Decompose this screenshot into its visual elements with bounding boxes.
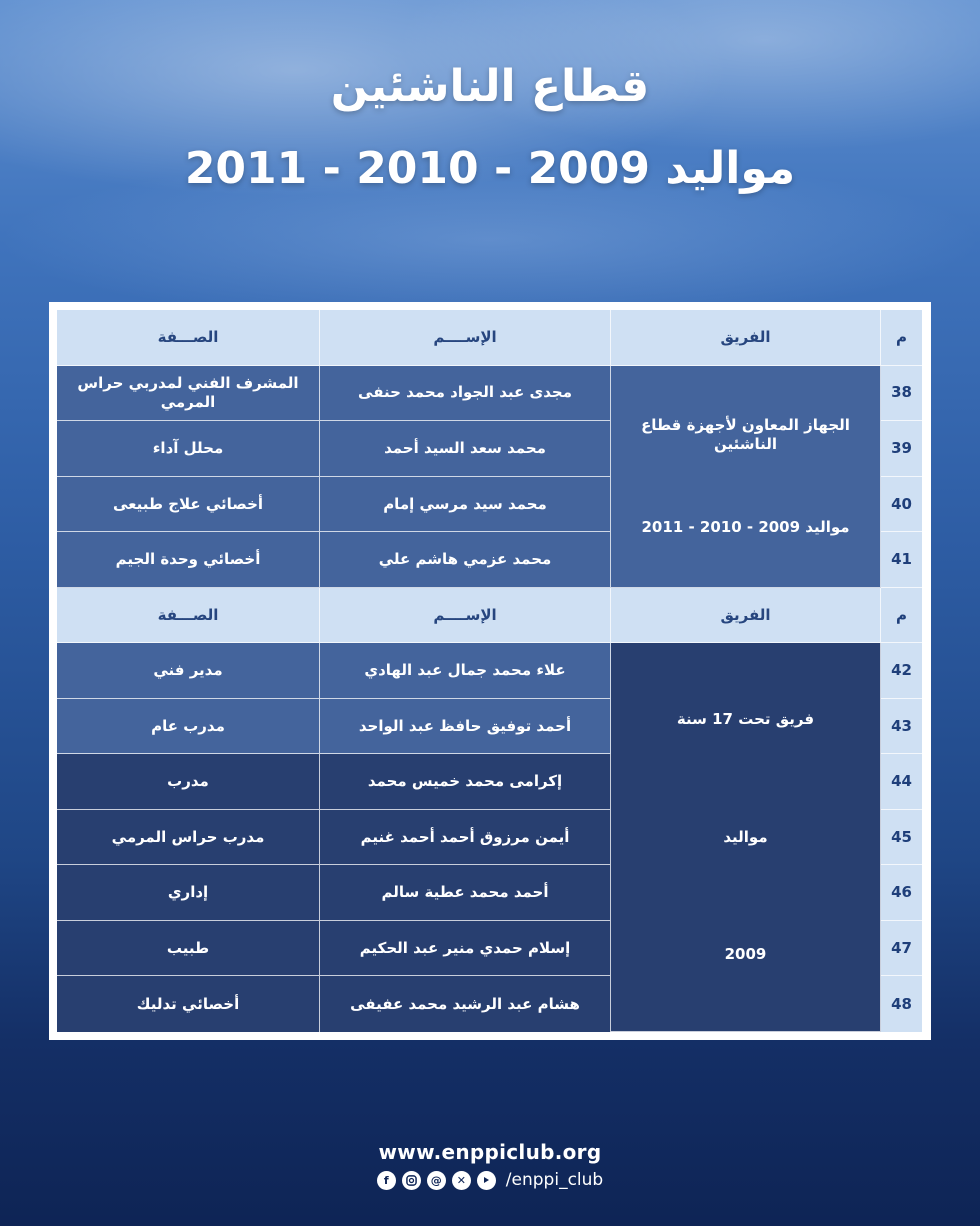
- row-38-role: المشرف الفني لمدربي حراس المرمي: [57, 366, 320, 422]
- row-42-role: مدير فني: [57, 643, 320, 699]
- team-staff-years: مواليد 2009 - 2010 - 2011: [641, 517, 850, 536]
- row-44-role: مدرب: [57, 754, 320, 810]
- row-45-num: 45: [881, 810, 922, 866]
- header-team: الفريق: [611, 310, 881, 366]
- header-name-2: الإســــم: [320, 588, 611, 644]
- row-42-num: 42: [881, 643, 922, 699]
- row-48-name: هشام عبد الرشيد محمد عفيفى: [320, 976, 611, 1032]
- team-u17-births: مواليد: [723, 827, 768, 846]
- page-subtitle: مواليد 2009 - 2010 - 2011: [184, 143, 796, 194]
- footer: [0, 1140, 980, 1190]
- row-39-num: 39: [881, 421, 922, 477]
- row-46-name: أحمد محمد عطية سالم: [320, 865, 611, 921]
- row-41-name: محمد عزمي هاشم علي: [320, 532, 611, 588]
- staff-table: [49, 302, 931, 1040]
- row-38-name: مجدى عبد الجواد محمد حنفى: [320, 366, 611, 422]
- row-40-role: أخصائي علاج طبيعى: [57, 477, 320, 533]
- header-role-2: الصـــفة: [57, 588, 320, 644]
- social-handle[interactable]: /enppi_club: [505, 1170, 604, 1190]
- header-team-2: الفريق: [611, 588, 881, 644]
- row-47-name: إسلام حمدي منير عبد الحكيم: [320, 921, 611, 977]
- row-43-num: 43: [881, 699, 922, 755]
- row-46-role: إداري: [57, 865, 320, 921]
- staff-table-grid: [57, 310, 922, 1032]
- website-link[interactable]: www.enppiclub.org: [378, 1140, 602, 1164]
- row-45-name: أيمن مرزوق أحمد أحمد غنيم: [320, 810, 611, 866]
- row-39-role: محلل آداء: [57, 421, 320, 477]
- x-icon[interactable]: ✕: [452, 1171, 471, 1190]
- threads-icon[interactable]: @: [427, 1171, 446, 1190]
- row-38-num: 38: [881, 366, 922, 422]
- header-name: الإســــم: [320, 310, 611, 366]
- youtube-icon[interactable]: [477, 1171, 496, 1190]
- row-39-name: محمد سعد السيد أحمد: [320, 421, 611, 477]
- page-title: قطاع الناشئين: [330, 61, 650, 112]
- row-45-role: مدرب حراس المرمي: [57, 810, 320, 866]
- row-48-role: أخصائي تدليك: [57, 976, 320, 1032]
- row-41-num: 41: [881, 532, 922, 588]
- row-43-role: مدرب عام: [57, 699, 320, 755]
- facebook-icon[interactable]: f: [377, 1171, 396, 1190]
- row-40-name: محمد سيد مرسي إمام: [320, 477, 611, 533]
- instagram-icon[interactable]: [402, 1171, 421, 1190]
- team-staff-label: الجهاز المعاون لأجهزة قطاع الناشئين: [641, 415, 850, 453]
- row-44-num: 44: [881, 754, 922, 810]
- team-cell-staff: [611, 366, 881, 588]
- team-u17-label: فريق تحت 17 سنة: [676, 710, 815, 729]
- row-43-name: أحمد توفيق حافظ عبد الواحد: [320, 699, 611, 755]
- row-44-name: إكرامى محمد خميس محمد: [320, 754, 611, 810]
- row-47-num: 47: [881, 921, 922, 977]
- header-role: الصـــفة: [57, 310, 320, 366]
- row-42-name: علاء محمد جمال عبد الهادي: [320, 643, 611, 699]
- row-40-num: 40: [881, 477, 922, 533]
- team-u17-year: 2009: [724, 944, 767, 963]
- title-block: [0, 55, 980, 201]
- row-48-num: 48: [881, 976, 922, 1032]
- social-links: [0, 1170, 980, 1190]
- row-47-role: طبيب: [57, 921, 320, 977]
- header-num-2: م: [881, 588, 922, 644]
- team-cell-u17: [611, 643, 881, 1032]
- row-46-num: 46: [881, 865, 922, 921]
- row-41-role: أخصائي وحدة الجيم: [57, 532, 320, 588]
- header-num: م: [881, 310, 922, 366]
